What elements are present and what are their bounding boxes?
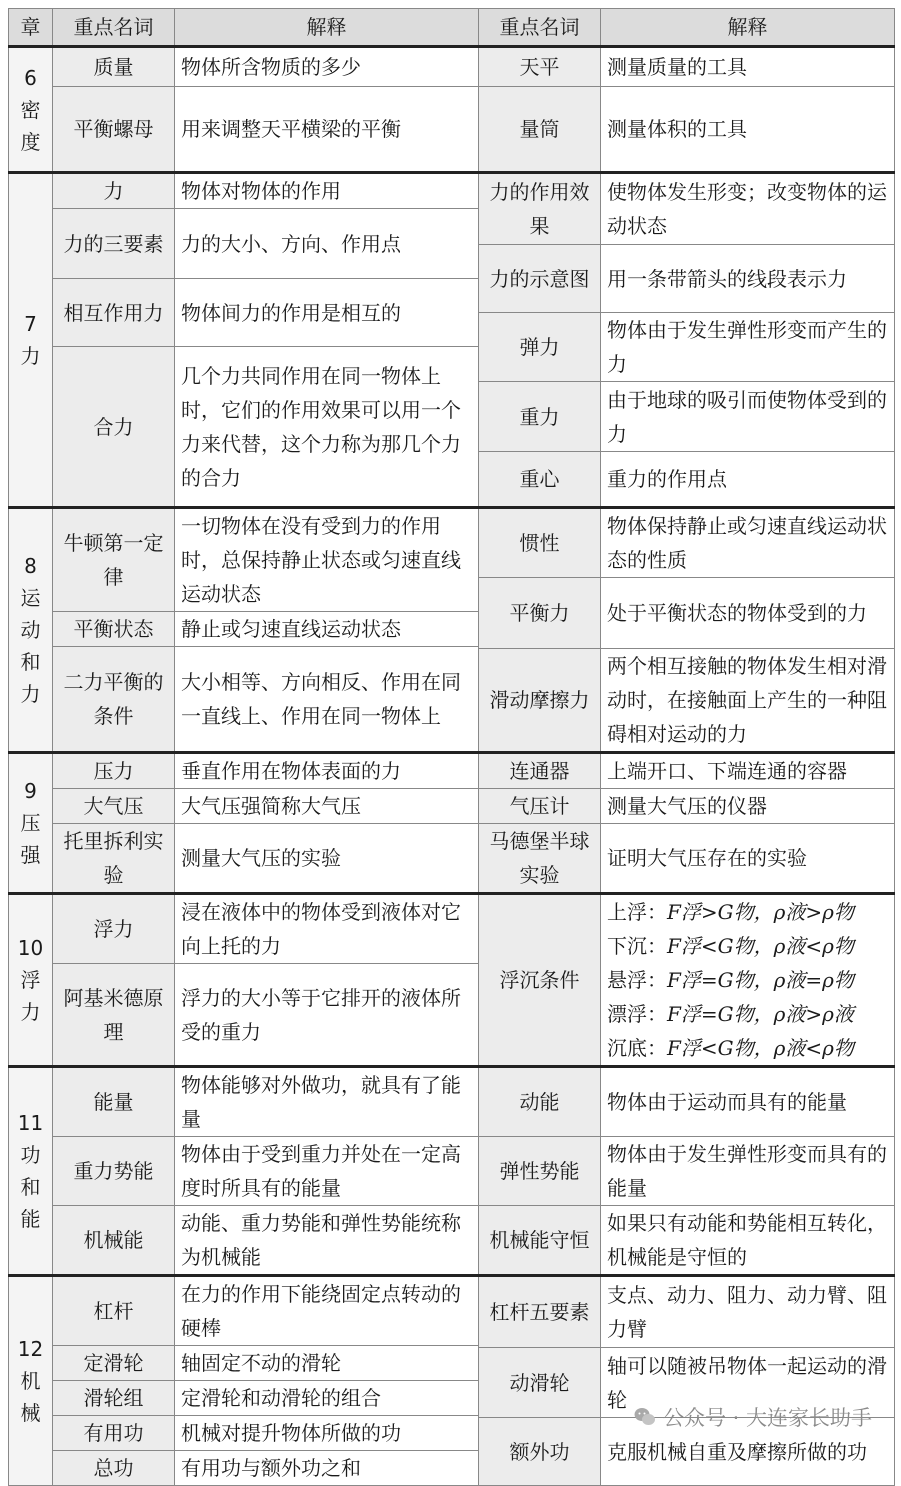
- term-cell: 平衡状态: [53, 612, 175, 647]
- definition-cell: 在力的作用下能绕固定点转动的硬棒: [175, 1276, 479, 1346]
- header-term-left: 重点名词: [53, 9, 175, 47]
- chapter-label: [9, 508, 53, 753]
- chapter-label-line: 强: [20, 843, 41, 867]
- chapter-label-line: 12: [17, 1337, 44, 1361]
- definition-cell: 浸在液体中的物体受到液体对它向上托的力: [175, 894, 479, 964]
- term-cell: 马德堡半球实验: [479, 824, 601, 894]
- definition-cell: 重力的作用点: [601, 452, 895, 508]
- table-row: [9, 753, 895, 789]
- term-cell: 质量: [53, 47, 175, 87]
- physics-terms-table-page: [8, 8, 894, 1480]
- chapter-label-line: 9: [24, 779, 37, 803]
- chapter-label-line: 度: [20, 129, 41, 154]
- table-row: [9, 1276, 895, 1346]
- chapter-label-line: 10: [17, 936, 44, 960]
- definition-cell: 垂直作用在物体表面的力: [175, 753, 479, 789]
- condition-label: 悬浮：: [607, 968, 667, 992]
- definition-cell: 测量体积的工具: [601, 87, 895, 173]
- definition-cell: 证明大气压存在的实验: [601, 824, 895, 894]
- chapter-label-line: 力: [20, 344, 41, 368]
- definition-cell: 物体能够对外做功，就具有了能量: [175, 1067, 479, 1137]
- condition-label: 漂浮：: [607, 1002, 667, 1026]
- term-cell: 力: [53, 173, 175, 209]
- term-cell: 平衡螺母: [53, 87, 175, 173]
- definition-cell: 测量质量的工具: [601, 47, 895, 87]
- condition-label: 上浮：: [607, 900, 667, 924]
- chapter-label-line: 械: [20, 1401, 41, 1425]
- condition-label: 沉底：: [607, 1036, 667, 1060]
- definition-cell: 用来调整天平横梁的平衡: [175, 87, 479, 173]
- table-row: [9, 87, 895, 173]
- header-term-right: 重点名词: [479, 9, 601, 47]
- chapter-label-line: 6: [24, 65, 37, 90]
- term-cell: 重心: [479, 452, 601, 508]
- definition-cell: 轴固定不动的滑轮: [175, 1346, 479, 1381]
- chapter-label-line: 和: [20, 650, 41, 674]
- definition-cell: 有用功与额外功之和: [175, 1451, 479, 1486]
- term-cell: 力的作用效果: [479, 173, 601, 245]
- condition-line: [607, 997, 888, 1031]
- term-cell: 总功: [53, 1451, 175, 1486]
- definition-cell: 大小相等、方向相反、作用在同一直线上、作用在同一物体上: [175, 647, 479, 753]
- condition-formula: F浮<G物，ρ液<ρ物: [667, 1036, 854, 1060]
- term-cell: 杠杆五要素: [479, 1276, 601, 1348]
- definition-cell: 用一条带箭头的线段表示力: [601, 245, 895, 313]
- term-cell: 大气压: [53, 789, 175, 824]
- definition-cell: 处于平衡状态的物体受到的力: [601, 578, 895, 649]
- chapter-label-line: 力: [20, 682, 41, 706]
- definition-cell: 测量大气压的实验: [175, 824, 479, 894]
- definition-cell: 轴可以随被吊物体一起运动的滑轮: [601, 1348, 895, 1418]
- watermark-text: 公众号 · 大连家长助手: [662, 1406, 872, 1430]
- chapter-label: [9, 47, 53, 173]
- definition-cell: 测量大气压的仪器: [601, 789, 895, 824]
- definition-cell: 定滑轮和动滑轮的组合: [175, 1381, 479, 1416]
- condition-label: 下沉：: [607, 934, 667, 958]
- definition-cell: 机械对提升物体所做的功: [175, 1416, 479, 1451]
- chapter-label-line: 机: [20, 1369, 41, 1393]
- condition-line: [607, 895, 888, 929]
- term-cell: 弹力: [479, 313, 601, 382]
- term-cell: 定滑轮: [53, 1346, 175, 1381]
- chapter-label-line: 7: [24, 312, 37, 336]
- chapter-label-line: 和: [20, 1175, 41, 1199]
- term-cell: 力的三要素: [53, 209, 175, 279]
- condition-formula: F浮>G物，ρ液>ρ物: [667, 900, 854, 924]
- table-row: [9, 1067, 895, 1137]
- definition-cell: 物体保持静止或匀速直线运动状态的性质: [601, 508, 895, 578]
- chapter-label-line: 压: [20, 811, 41, 835]
- chapter-label: [9, 1067, 53, 1276]
- term-cell: 力的示意图: [479, 245, 601, 313]
- term-cell: 连通器: [479, 753, 601, 789]
- term-cell: 动滑轮: [479, 1348, 601, 1418]
- term-cell: 阿基米德原理: [53, 964, 175, 1067]
- wechat-icon: [633, 1405, 657, 1429]
- condition-formula: F浮<G物，ρ液<ρ物: [667, 934, 854, 958]
- header-chapter: 章: [9, 9, 53, 47]
- definition-cell: 大气压强简称大气压: [175, 789, 479, 824]
- float-sink-conditions: [601, 894, 895, 1067]
- table-row: [9, 824, 895, 894]
- term-cell: 牛顿第一定律: [53, 508, 175, 612]
- term-cell: 量筒: [479, 87, 601, 173]
- term-cell: 有用功: [53, 1416, 175, 1451]
- table-row: [9, 47, 895, 87]
- term-cell: 惯性: [479, 508, 601, 578]
- header-def-left: 解释: [175, 9, 479, 47]
- definition-cell: 两个相互接触的物体发生相对滑动时，在接触面上产生的一种阻碍相对运动的力: [601, 649, 895, 753]
- term-cell: 能量: [53, 1067, 175, 1137]
- term-cell: 机械能: [53, 1206, 175, 1276]
- definition-cell: 物体所含物质的多少: [175, 47, 479, 87]
- condition-formula: F浮=G物，ρ液=ρ物: [667, 968, 854, 992]
- chapter-label: [9, 173, 53, 508]
- chapter-label-line: 11: [17, 1111, 44, 1135]
- definition-cell: 使物体发生形变；改变物体的运动状态: [601, 173, 895, 245]
- definition-cell: 物体由于运动而具有的能量: [601, 1067, 895, 1137]
- term-cell: 浮沉条件: [479, 894, 601, 1067]
- chapter-label: [9, 894, 53, 1067]
- chapter-label-line: 密: [20, 97, 41, 122]
- definition-cell: 一切物体在没有受到力的作用时，总保持静止状态或匀速直线运动状态: [175, 508, 479, 612]
- condition-line: [607, 963, 888, 997]
- definition-cell: 物体间力的作用是相互的: [175, 279, 479, 347]
- definition-cell: 物体由于发生弹性形变而产生的力: [601, 313, 895, 382]
- chapter-label-line: 浮: [20, 968, 41, 992]
- term-cell: 平衡力: [479, 578, 601, 649]
- chapter-label: [9, 1276, 53, 1486]
- chapter-label-line: 8: [24, 554, 37, 578]
- table-row: [9, 1206, 895, 1276]
- definition-cell: 几个力共同作用在同一物体上时，它们的作用效果可以用一个力来代替，这个力称为那几个力的合力: [175, 347, 479, 508]
- definition-cell: 物体对物体的作用: [175, 173, 479, 209]
- term-cell: 压力: [53, 753, 175, 789]
- term-cell: 滑动摩擦力: [479, 649, 601, 753]
- table-row: [9, 894, 895, 964]
- definition-cell: 如果只有动能和势能相互转化，机械能是守恒的: [601, 1206, 895, 1276]
- term-cell: 浮力: [53, 894, 175, 964]
- condition-formula: F浮=G物，ρ液>ρ液: [667, 1002, 854, 1026]
- definition-cell: 静止或匀速直线运动状态: [175, 612, 479, 647]
- definition-cell: 动能、重力势能和弹性势能统称为机械能: [175, 1206, 479, 1276]
- table-row: [9, 1137, 895, 1206]
- term-cell: 二力平衡的条件: [53, 647, 175, 753]
- term-cell: 托里拆利实验: [53, 824, 175, 894]
- table-row: [9, 789, 895, 824]
- definition-cell: 物体由于发生弹性形变而具有的能量: [601, 1137, 895, 1206]
- definition-cell: 支点、动力、阻力、动力臂、阻力臂: [601, 1276, 895, 1348]
- watermark: [633, 1402, 872, 1432]
- term-cell: 重力势能: [53, 1137, 175, 1206]
- definition-cell: 由于地球的吸引而使物体受到的力: [601, 382, 895, 452]
- terms-table: [8, 8, 895, 1486]
- table-row: [9, 508, 895, 578]
- term-cell: 杠杆: [53, 1276, 175, 1346]
- definition-cell: 上端开口、下端连通的容器: [601, 753, 895, 789]
- chapter-label-line: 运: [20, 586, 41, 610]
- header-def-right: 解释: [601, 9, 895, 47]
- chapter-label-line: 能: [20, 1207, 41, 1231]
- term-cell: 滑轮组: [53, 1381, 175, 1416]
- term-cell: 气压计: [479, 789, 601, 824]
- definition-cell: 物体由于受到重力并处在一定高度时所具有的能量: [175, 1137, 479, 1206]
- definition-cell: 浮力的大小等于它排开的液体所受的重力: [175, 964, 479, 1067]
- chapter-label-line: 力: [20, 1000, 41, 1024]
- term-cell: 额外功: [479, 1418, 601, 1486]
- term-cell: 弹性势能: [479, 1137, 601, 1206]
- term-cell: 重力: [479, 382, 601, 452]
- term-cell: 机械能守恒: [479, 1206, 601, 1276]
- chapter-label: [9, 753, 53, 894]
- chapter-label-line: 功: [20, 1143, 41, 1167]
- condition-line: [607, 1031, 888, 1065]
- term-cell: 合力: [53, 347, 175, 508]
- term-cell: 动能: [479, 1067, 601, 1137]
- term-cell: 相互作用力: [53, 279, 175, 347]
- chapter-label-line: 动: [20, 618, 41, 642]
- definition-cell: 力的大小、方向、作用点: [175, 209, 479, 279]
- term-cell: 天平: [479, 47, 601, 87]
- header-row: [9, 9, 895, 47]
- condition-line: [607, 929, 888, 963]
- definition-cell: 克服机械自重及摩擦所做的功: [601, 1418, 895, 1486]
- table-row: [9, 173, 895, 209]
